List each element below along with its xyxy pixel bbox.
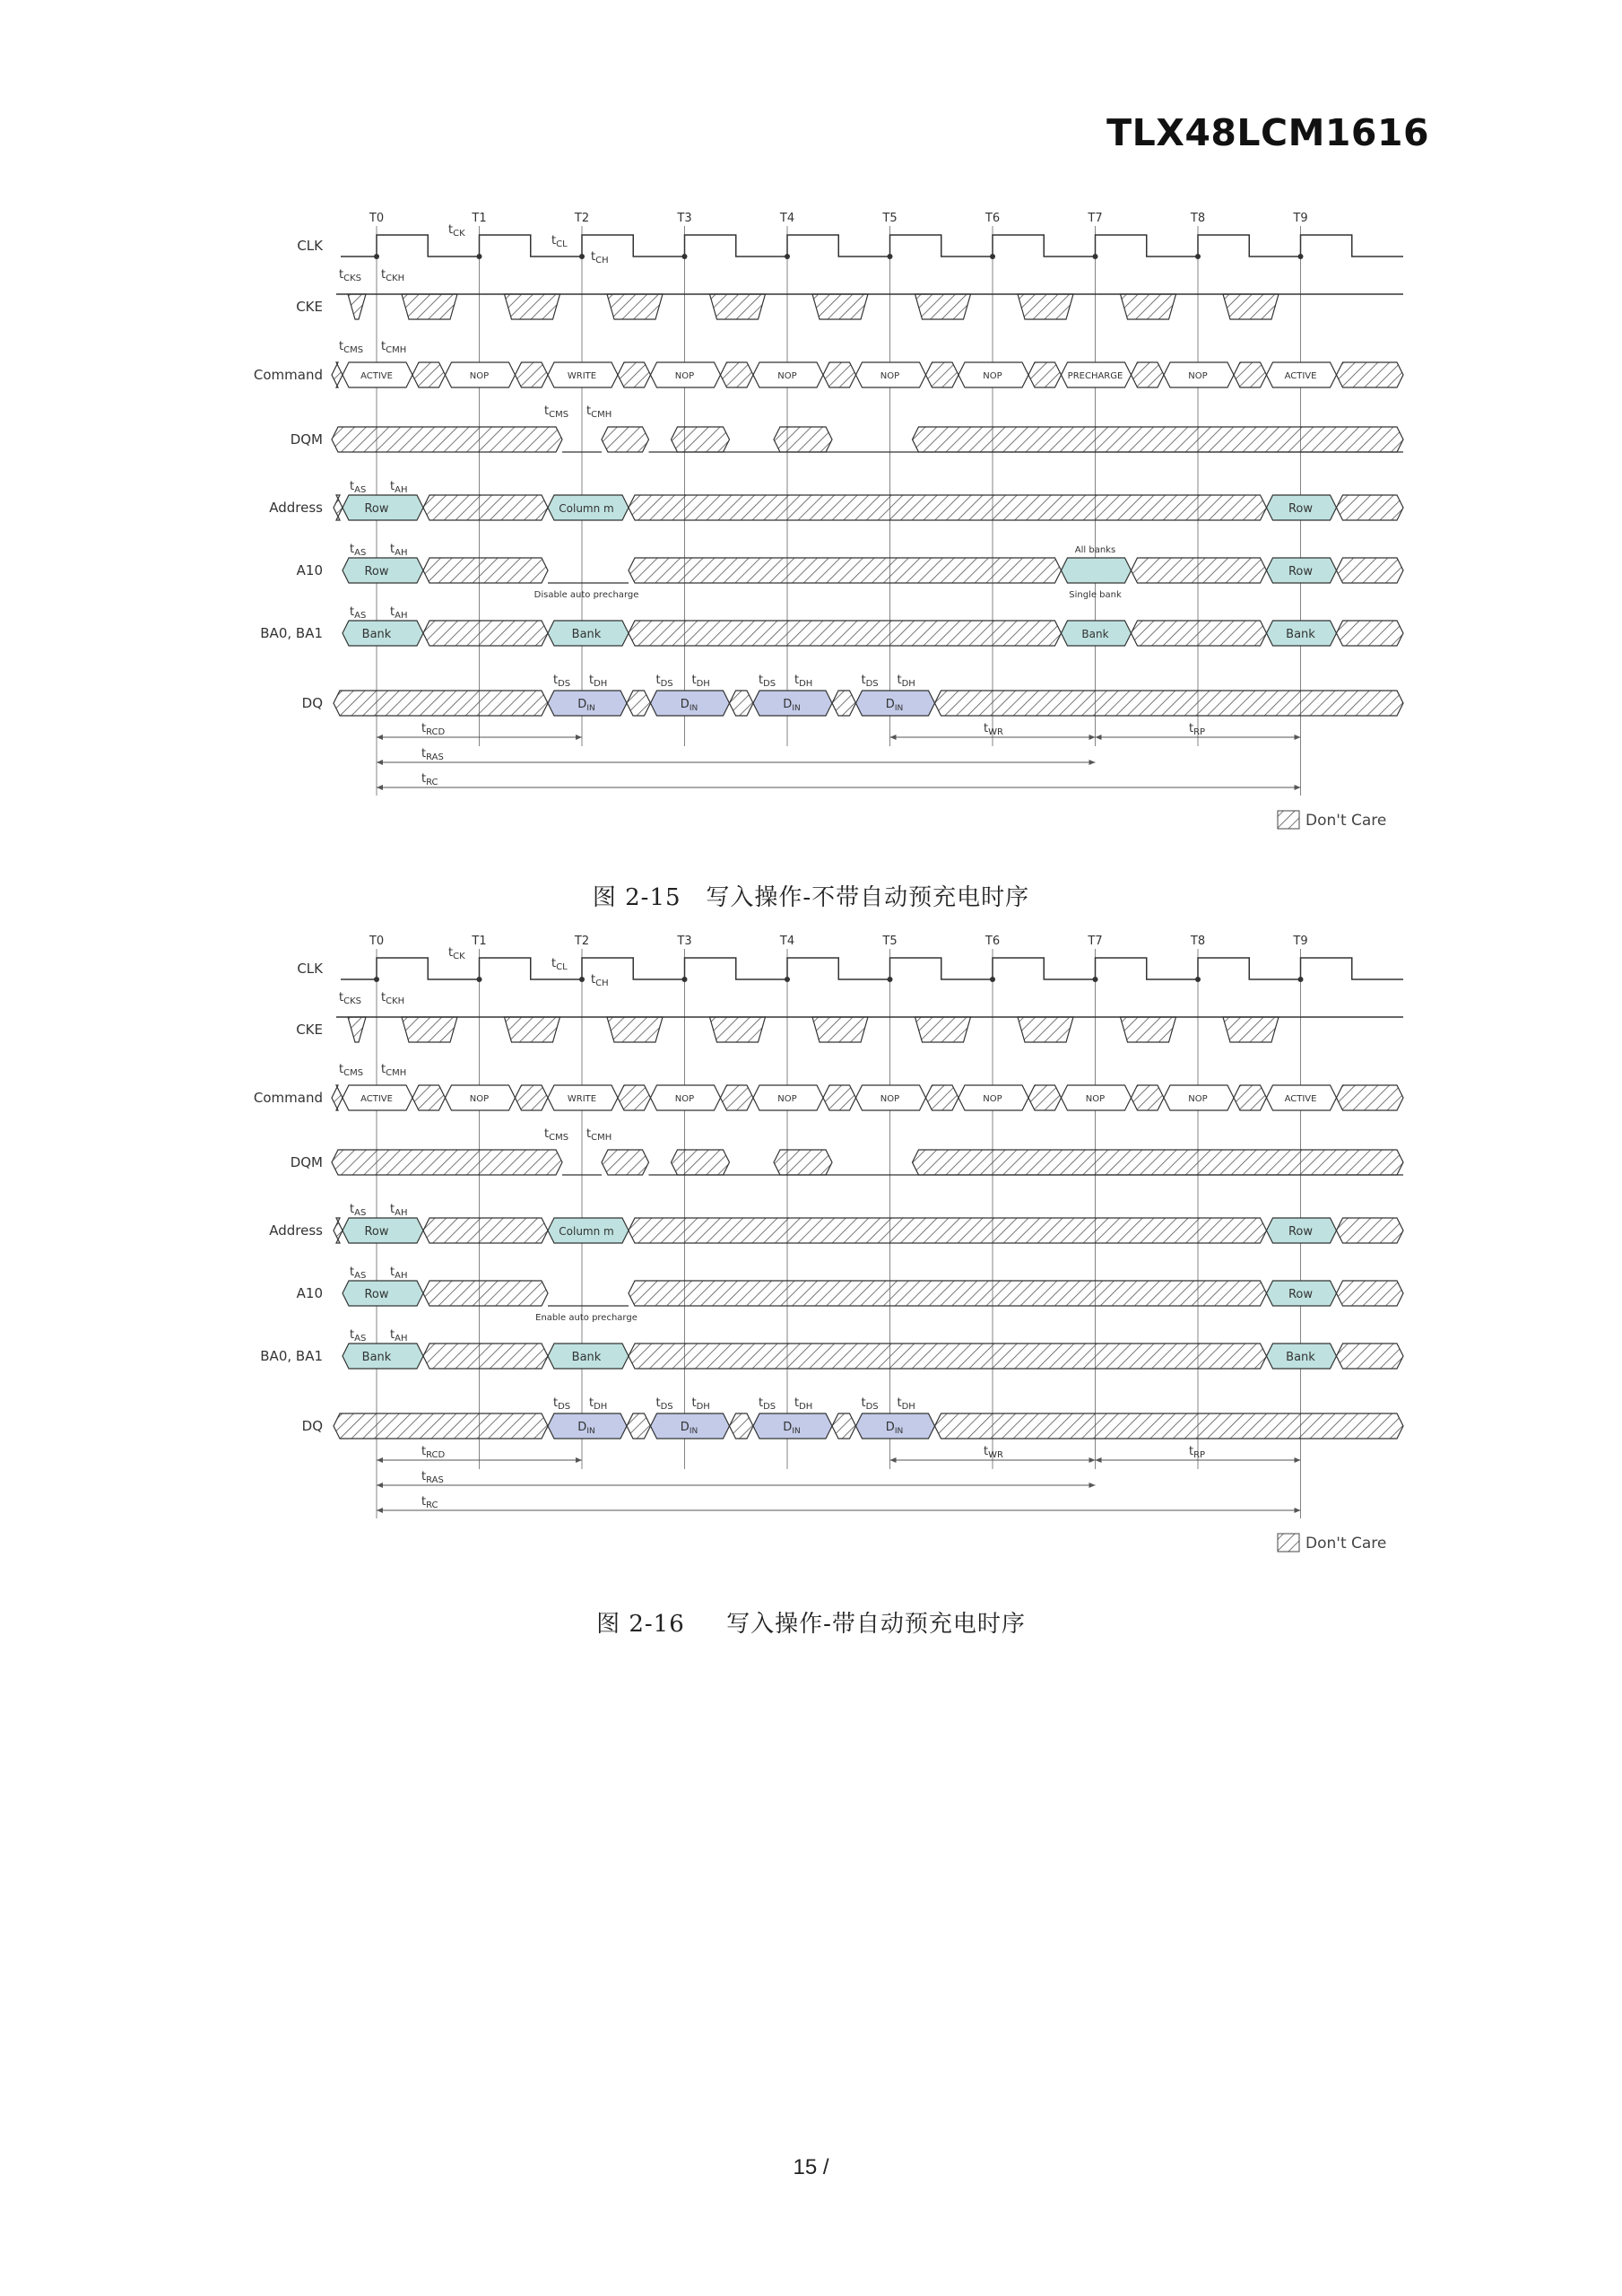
signal-label: CKE xyxy=(296,299,323,315)
clk-edge-dot xyxy=(374,977,379,982)
signal-label: DQM xyxy=(290,431,323,448)
clk-edge-dot xyxy=(990,254,995,259)
tck-label: $t_{CK}$ xyxy=(448,946,465,961)
tds-label: $t_{DS}$ xyxy=(759,674,776,689)
dq-dont-care xyxy=(832,1413,856,1439)
a10-all-banks-note: All banks xyxy=(1074,545,1116,555)
a10-dont-care xyxy=(1132,558,1267,583)
command-label: NOP xyxy=(880,1094,900,1104)
clock-label-t6: T6 xyxy=(984,212,1001,225)
signal-label: CLK xyxy=(297,238,323,254)
dqm-dont-care xyxy=(774,427,832,452)
tah-label: $t_{AH}$ xyxy=(390,1328,408,1344)
document-title: TLX48LCM1616 xyxy=(1106,111,1429,154)
dq-data-label: $D_{IN}$ xyxy=(783,698,801,713)
tras-arrow-head xyxy=(1089,760,1096,765)
command-label: ACTIVE xyxy=(360,1094,393,1104)
tds-label: $t_{DS}$ xyxy=(759,1396,776,1412)
dqm-dont-care xyxy=(913,1150,1404,1175)
tcks-label: $t_{CKS}$ xyxy=(339,991,361,1006)
command-dont-care xyxy=(721,362,754,387)
tah-label: $t_{AH}$ xyxy=(390,605,408,621)
command-dont-care xyxy=(412,1085,446,1110)
clock-label-t4: T4 xyxy=(779,935,795,948)
bank-precharge-label: Bank xyxy=(1081,628,1109,640)
a10-end-label: Row xyxy=(1288,565,1314,578)
dqm-dont-care xyxy=(672,1150,730,1175)
tckh-label: $t_{CKH}$ xyxy=(381,991,405,1006)
command-label: NOP xyxy=(1188,371,1208,381)
address-dont-care xyxy=(1337,495,1404,520)
tcmh-label: $t_{CMH}$ xyxy=(381,1063,407,1078)
cke-dont-care-block xyxy=(1018,1017,1073,1042)
bank-end-label: Bank xyxy=(1286,1351,1315,1364)
trc-arrow-head xyxy=(377,1508,383,1513)
a10-dont-care xyxy=(1337,558,1404,583)
dqm-dont-care xyxy=(332,1150,562,1175)
clk-edge-dot xyxy=(579,254,585,259)
tdh-label: $t_{DH}$ xyxy=(589,674,608,689)
cke-dont-care-block xyxy=(607,1017,663,1042)
tras-arrow-head xyxy=(377,760,383,765)
a10-precharge-value xyxy=(1062,558,1132,583)
address-dont-care xyxy=(629,1218,1267,1243)
a10-dont-care xyxy=(423,1281,548,1306)
dq-data-label: $D_{IN}$ xyxy=(577,698,595,713)
clk-edge-dot xyxy=(374,254,379,259)
tah-label: $t_{AH}$ xyxy=(390,543,408,558)
a10-end-label: Row xyxy=(1288,1288,1314,1301)
trp-arrow-label: $t_{RP}$ xyxy=(1189,1445,1206,1460)
address-dont-care xyxy=(334,495,343,520)
command-dont-care xyxy=(618,362,651,387)
command-dont-care xyxy=(823,362,856,387)
a10-precharge-note: Disable auto precharge xyxy=(533,590,639,600)
clock-label-t9: T9 xyxy=(1293,212,1308,225)
dq-dont-care xyxy=(334,691,548,716)
tdh-label: $t_{DH}$ xyxy=(691,1396,710,1412)
tas-label: $t_{AS}$ xyxy=(350,1203,367,1218)
trcd-arrow-label: $t_{RCD}$ xyxy=(421,722,446,737)
timing-svg xyxy=(242,208,1417,836)
caption-number: 图 2-16 xyxy=(596,1611,685,1638)
address-row-label: Row xyxy=(364,502,389,516)
signal-label: A10 xyxy=(296,562,323,578)
command-dont-care xyxy=(516,1085,549,1110)
clk-edge-dot xyxy=(477,254,482,259)
tras-arrow-head xyxy=(1089,1483,1096,1488)
dont-care-legend-label: Don't Care xyxy=(1305,812,1387,830)
dq-data-label: $D_{IN}$ xyxy=(885,698,904,713)
command-label: WRITE xyxy=(567,371,597,381)
tdh-label: $t_{DH}$ xyxy=(794,674,813,689)
trp-arrow-label: $t_{RP}$ xyxy=(1189,722,1206,737)
tcl-label: $t_{CL}$ xyxy=(551,957,568,972)
clk-edge-dot xyxy=(785,977,790,982)
clock-label-t7: T7 xyxy=(1088,212,1103,225)
bank-dont-care xyxy=(1132,621,1267,646)
dq-data-label: $D_{IN}$ xyxy=(783,1421,801,1436)
command-dont-care xyxy=(1028,362,1062,387)
signal-label: DQ xyxy=(301,1418,323,1434)
tcmh-label: $t_{CMH}$ xyxy=(586,404,612,420)
tds-label: $t_{DS}$ xyxy=(861,1396,879,1412)
command-label: NOP xyxy=(1085,1094,1106,1104)
tcms-label: $t_{CMS}$ xyxy=(544,404,569,420)
cke-dont-care-block xyxy=(710,1017,766,1042)
trc-arrow-label: $t_{RC}$ xyxy=(421,1495,438,1510)
clk-edge-dot xyxy=(1298,254,1304,259)
trcd-arrow-head xyxy=(377,735,383,740)
bank-start-label: Bank xyxy=(361,1351,392,1364)
address-row-label: Row xyxy=(364,1225,389,1239)
clock-label-t3: T3 xyxy=(677,212,692,225)
dqm-dont-care xyxy=(913,427,1404,452)
tas-label: $t_{AS}$ xyxy=(350,1265,367,1281)
command-dont-care xyxy=(1337,362,1404,387)
command-dont-care xyxy=(1337,1085,1404,1110)
bank-dont-care xyxy=(1337,1344,1404,1369)
clock-label-t4: T4 xyxy=(779,212,795,225)
tah-label: $t_{AH}$ xyxy=(390,480,408,495)
signal-label: A10 xyxy=(296,1285,323,1301)
tcms-label: $t_{CMS}$ xyxy=(339,1063,364,1078)
timing-diagram-write-without-auto-precharge xyxy=(242,208,1417,836)
clk-edge-dot xyxy=(888,254,893,259)
tdh-label: $t_{DH}$ xyxy=(897,1396,915,1412)
command-label: NOP xyxy=(983,371,1002,381)
clock-label-t7: T7 xyxy=(1088,935,1103,948)
cke-dont-care-block xyxy=(348,1017,366,1042)
command-label: NOP xyxy=(469,1094,490,1104)
cke-dont-care-block xyxy=(607,294,663,319)
a10-dont-care xyxy=(629,1281,1267,1306)
a10-single-bank-note: Single bank xyxy=(1069,590,1122,600)
clk-edge-dot xyxy=(888,977,893,982)
tckh-label: $t_{CKH}$ xyxy=(381,268,405,283)
dq-dont-care xyxy=(832,691,856,716)
signal-label: CLK xyxy=(297,961,323,977)
command-label: NOP xyxy=(983,1094,1002,1104)
tdh-label: $t_{DH}$ xyxy=(589,1396,608,1412)
cke-dont-care-block xyxy=(348,294,366,319)
signal-label: CKE xyxy=(296,1022,323,1038)
clk-edge-dot xyxy=(990,977,995,982)
trcd-arrow-label: $t_{RCD}$ xyxy=(421,1445,446,1460)
clk-edge-dot xyxy=(1195,254,1201,259)
dont-care-legend-swatch xyxy=(1278,811,1299,829)
command-dont-care xyxy=(618,1085,651,1110)
cke-dont-care-block xyxy=(710,294,766,319)
a10-dont-care xyxy=(629,558,1062,583)
command-label: NOP xyxy=(674,1094,695,1104)
clock-label-t5: T5 xyxy=(882,935,898,948)
bank-dont-care xyxy=(629,1344,1267,1369)
command-dont-care xyxy=(926,1085,959,1110)
dont-care-legend-label: Don't Care xyxy=(1305,1535,1387,1552)
clock-label-t6: T6 xyxy=(984,935,1001,948)
twr-arrow-head xyxy=(1089,735,1096,740)
address-dont-care xyxy=(334,1218,343,1243)
twr-arrow-label: $t_{WR}$ xyxy=(984,1445,1003,1460)
clock-label-t0: T0 xyxy=(369,212,385,225)
address-row-end-label: Row xyxy=(1288,502,1314,516)
command-dont-care xyxy=(721,1085,754,1110)
trc-arrow-head xyxy=(377,785,383,790)
trp-arrow-head xyxy=(1096,1457,1102,1463)
command-label: NOP xyxy=(777,1094,797,1104)
command-label: NOP xyxy=(777,371,797,381)
timing-diagram-write-with-auto-precharge xyxy=(242,931,1417,1559)
tcms-label: $t_{CMS}$ xyxy=(544,1127,569,1143)
dq-dont-care xyxy=(935,1413,1404,1439)
clock-label-t0: T0 xyxy=(369,935,385,948)
cke-dont-care-block xyxy=(1121,294,1176,319)
trc-arrow-head xyxy=(1295,1508,1301,1513)
cke-dont-care-block xyxy=(402,294,457,319)
address-row-end-label: Row xyxy=(1288,1225,1314,1239)
command-dont-care xyxy=(1132,362,1165,387)
tds-label: $t_{DS}$ xyxy=(655,674,673,689)
twr-arrow-head xyxy=(1089,1457,1096,1463)
tas-label: $t_{AS}$ xyxy=(350,543,367,558)
address-dont-care xyxy=(423,1218,548,1243)
cke-dont-care-block xyxy=(402,1017,457,1042)
tah-label: $t_{AH}$ xyxy=(390,1265,408,1281)
tds-label: $t_{DS}$ xyxy=(655,1396,673,1412)
bank-dont-care xyxy=(629,621,1062,646)
signal-label: BA0, BA1 xyxy=(260,625,323,641)
clock-label-t2: T2 xyxy=(574,935,590,948)
command-label: ACTIVE xyxy=(360,371,393,381)
twr-arrow-label: $t_{WR}$ xyxy=(984,722,1003,737)
trc-arrow-head xyxy=(1295,785,1301,790)
caption-number: 图 2-15 xyxy=(592,884,681,911)
command-label: WRITE xyxy=(567,1094,597,1104)
command-label: ACTIVE xyxy=(1284,371,1317,381)
tras-arrow-label: $t_{RAS}$ xyxy=(421,747,444,762)
tcms-label: $t_{CMS}$ xyxy=(339,340,364,355)
clock-label-t2: T2 xyxy=(574,212,590,225)
figure-caption-2-15 xyxy=(0,879,1622,912)
clk-edge-dot xyxy=(785,254,790,259)
command-dont-care xyxy=(823,1085,856,1110)
command-dont-care xyxy=(1234,362,1267,387)
command-label: NOP xyxy=(674,371,695,381)
dont-care-legend-swatch xyxy=(1278,1534,1299,1552)
command-dont-care xyxy=(332,1085,343,1110)
trp-arrow-head xyxy=(1295,735,1301,740)
signal-label: BA0, BA1 xyxy=(260,1348,323,1364)
command-dont-care xyxy=(1132,1085,1165,1110)
dq-dont-care xyxy=(627,691,651,716)
tas-label: $t_{AS}$ xyxy=(350,1328,367,1344)
twr-arrow-head xyxy=(890,735,897,740)
trp-arrow-head xyxy=(1096,735,1102,740)
command-dont-care xyxy=(332,362,343,387)
tdh-label: $t_{DH}$ xyxy=(897,674,915,689)
a10-row-label: Row xyxy=(364,1288,389,1301)
cke-dont-care-block xyxy=(915,1017,971,1042)
command-dont-care xyxy=(412,362,446,387)
clock-label-t1: T1 xyxy=(472,935,487,948)
trcd-arrow-head xyxy=(377,1457,383,1463)
bank-mid-label: Bank xyxy=(571,628,602,641)
trc-arrow-label: $t_{RC}$ xyxy=(421,772,438,787)
clock-label-t8: T8 xyxy=(1190,935,1206,948)
command-dont-care xyxy=(926,362,959,387)
tas-label: $t_{AS}$ xyxy=(350,605,367,621)
clock-label-t9: T9 xyxy=(1293,935,1308,948)
clk-edge-dot xyxy=(1093,977,1098,982)
cke-dont-care-block xyxy=(505,294,560,319)
dqm-dont-care xyxy=(602,1150,649,1175)
page-number: 15 / xyxy=(793,2155,829,2179)
dq-dont-care xyxy=(627,1413,651,1439)
command-dont-care xyxy=(516,362,549,387)
dqm-dont-care xyxy=(672,427,730,452)
bank-mid-label: Bank xyxy=(571,1351,602,1364)
tras-arrow-head xyxy=(377,1483,383,1488)
command-label: NOP xyxy=(469,371,490,381)
signal-label: Command xyxy=(253,1090,323,1106)
trcd-arrow-head xyxy=(576,1457,582,1463)
clk-edge-dot xyxy=(579,977,585,982)
cke-dont-care-block xyxy=(812,294,868,319)
clk-waveform xyxy=(341,958,1403,979)
dqm-dont-care xyxy=(774,1150,832,1175)
command-dont-care xyxy=(1234,1085,1267,1110)
trcd-arrow-head xyxy=(576,735,582,740)
twr-arrow-head xyxy=(890,1457,897,1463)
bank-dont-care xyxy=(423,621,548,646)
tas-label: $t_{AS}$ xyxy=(350,480,367,495)
trp-arrow-head xyxy=(1295,1457,1301,1463)
tah-label: $t_{AH}$ xyxy=(390,1203,408,1218)
signal-label: Command xyxy=(253,367,323,383)
clock-label-t1: T1 xyxy=(472,212,487,225)
tcl-label: $t_{CL}$ xyxy=(551,234,568,249)
clk-edge-dot xyxy=(1195,977,1201,982)
clk-edge-dot xyxy=(1298,977,1304,982)
command-label: NOP xyxy=(880,371,900,381)
tcks-label: $t_{CKS}$ xyxy=(339,268,361,283)
cke-dont-care-block xyxy=(505,1017,560,1042)
clk-edge-dot xyxy=(477,977,482,982)
cke-dont-care-block xyxy=(812,1017,868,1042)
address-dont-care xyxy=(629,495,1267,520)
tds-label: $t_{DS}$ xyxy=(861,674,879,689)
tds-label: $t_{DS}$ xyxy=(553,1396,571,1412)
tdh-label: $t_{DH}$ xyxy=(691,674,710,689)
tras-arrow-label: $t_{RAS}$ xyxy=(421,1470,444,1485)
tch-label: $t_{CH}$ xyxy=(591,973,609,988)
dqm-dont-care xyxy=(602,427,649,452)
tds-label: $t_{DS}$ xyxy=(553,674,571,689)
timing-svg xyxy=(242,931,1417,1559)
cke-dont-care-block xyxy=(1018,294,1073,319)
dq-dont-care xyxy=(730,1413,754,1439)
tcmh-label: $t_{CMH}$ xyxy=(381,340,407,355)
command-label: NOP xyxy=(1188,1094,1208,1104)
a10-precharge-note: Enable auto precharge xyxy=(535,1313,638,1323)
cke-dont-care-block xyxy=(1223,294,1279,319)
clk-edge-dot xyxy=(1093,254,1098,259)
address-column-label: Column m xyxy=(559,502,614,515)
clock-label-t8: T8 xyxy=(1190,212,1206,225)
tcmh-label: $t_{CMH}$ xyxy=(586,1127,612,1143)
command-label: ACTIVE xyxy=(1284,1094,1317,1104)
dq-dont-care xyxy=(730,691,754,716)
address-dont-care xyxy=(1337,1218,1404,1243)
command-dont-care xyxy=(1028,1085,1062,1110)
cke-dont-care-block xyxy=(1121,1017,1176,1042)
signal-label: DQM xyxy=(290,1154,323,1170)
a10-row-label: Row xyxy=(364,565,389,578)
signal-label: Address xyxy=(269,1222,323,1239)
clk-edge-dot xyxy=(682,254,688,259)
dq-dont-care xyxy=(334,1413,548,1439)
bank-end-label: Bank xyxy=(1286,628,1315,641)
clk-waveform xyxy=(341,235,1403,257)
bank-start-label: Bank xyxy=(361,628,392,641)
dq-data-label: $D_{IN}$ xyxy=(680,698,698,713)
signal-label: Address xyxy=(269,500,323,516)
a10-dont-care xyxy=(1337,1281,1404,1306)
dq-data-label: $D_{IN}$ xyxy=(680,1421,698,1436)
dq-data-label: $D_{IN}$ xyxy=(577,1421,595,1436)
address-column-label: Column m xyxy=(559,1225,614,1238)
clock-label-t5: T5 xyxy=(882,212,898,225)
cke-dont-care-block xyxy=(1223,1017,1279,1042)
signal-label: DQ xyxy=(301,695,323,711)
bank-dont-care xyxy=(1337,621,1404,646)
dq-dont-care xyxy=(935,691,1404,716)
clock-label-t3: T3 xyxy=(677,935,692,948)
dq-data-label: $D_{IN}$ xyxy=(885,1421,904,1436)
address-dont-care xyxy=(423,495,548,520)
caption-text: 写入操作-不带自动预充电时序 xyxy=(706,884,1030,911)
a10-dont-care xyxy=(423,558,548,583)
clk-edge-dot xyxy=(682,977,688,982)
dqm-dont-care xyxy=(332,427,562,452)
bank-dont-care xyxy=(423,1344,548,1369)
caption-text: 写入操作-带自动预充电时序 xyxy=(726,1611,1026,1638)
figure-caption-2-16 xyxy=(0,1605,1622,1639)
tck-label: $t_{CK}$ xyxy=(448,223,465,239)
tdh-label: $t_{DH}$ xyxy=(794,1396,813,1412)
command-label: PRECHARGE xyxy=(1067,371,1123,381)
cke-dont-care-block xyxy=(915,294,971,319)
tch-label: $t_{CH}$ xyxy=(591,250,609,265)
